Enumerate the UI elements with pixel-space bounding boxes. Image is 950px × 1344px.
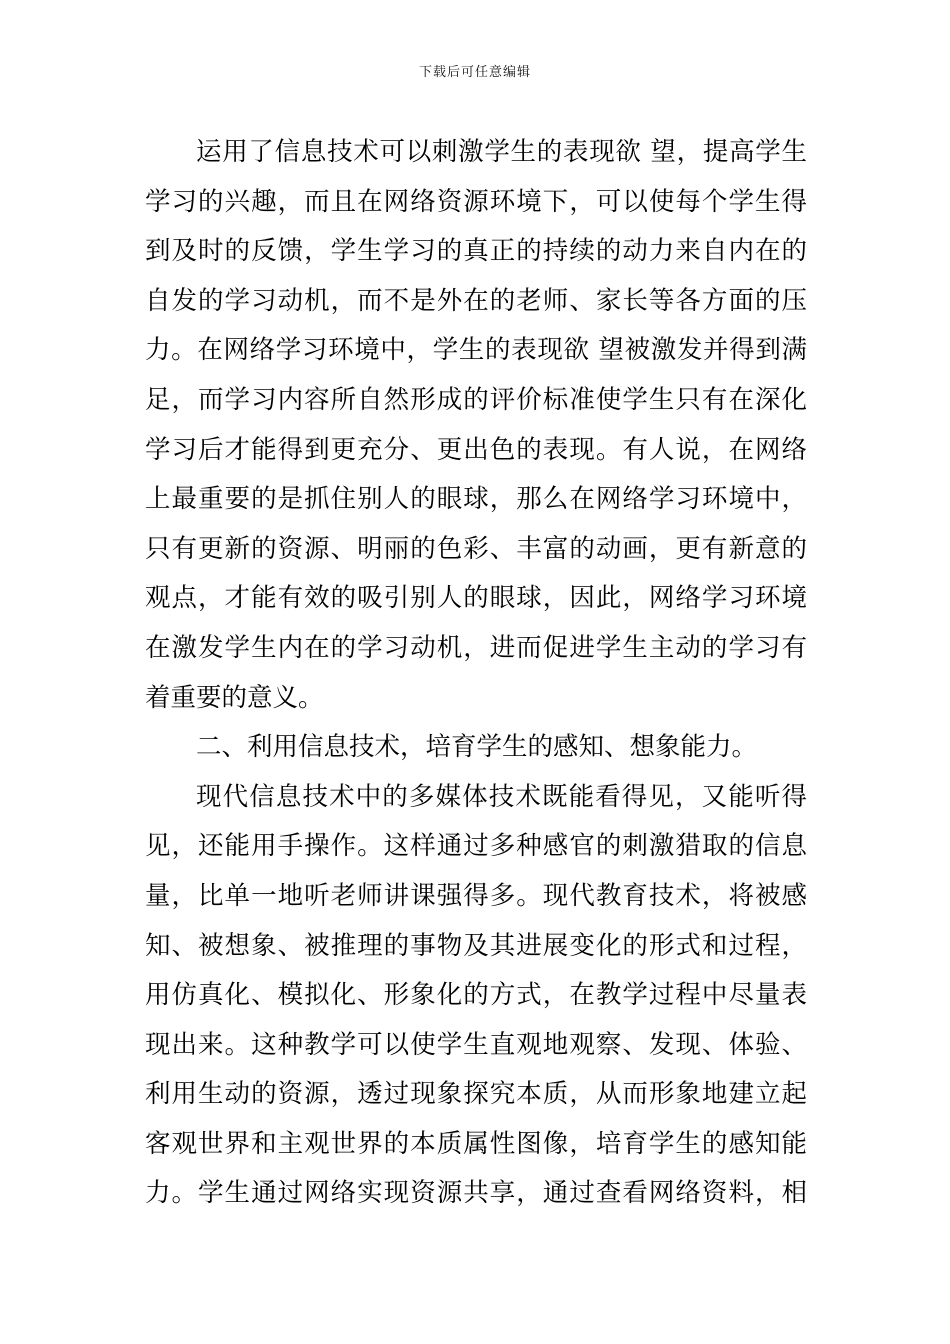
section-heading-2 (145, 723, 807, 773)
text-line: 现出来。这种教学可以使学生直观地观察、发现、体验、 (145, 1029, 807, 1060)
text-line: 学习的兴趣，而且在网络资源环境下，可以使每个学生得 (145, 186, 807, 217)
section-heading-line: 二、利用信息技术，培育学生的感知、想象能力。 (196, 732, 758, 763)
text-line: 量，比单一地听老师讲课强得多。现代教育技术，将被感 (145, 880, 807, 911)
text-line: 知、被想象、被推理的事物及其进展变化的形式和过程， (145, 930, 807, 961)
text-line: 力。学生通过网络实现资源共享，通过查看网络资料，相 (145, 1178, 807, 1209)
paragraph-motivation (145, 128, 807, 723)
text-line: 上最重要的是抓住别人的眼球，那么在网络学习环境中， (145, 484, 807, 515)
text-line: 运用了信息技术可以刺激学生的表现欲 望，提高学生 (196, 137, 807, 167)
document-body (145, 128, 807, 1219)
text-line: 利用生动的资源，透过现象探究本质，从而形象地建立起 (145, 1079, 807, 1110)
text-line: 现代信息技术中的多媒体技术既能看得见，又能听得 (196, 781, 807, 812)
text-line: 力。在网络学习环境中，学生的表现欲 望被激发并得到满 (145, 335, 807, 366)
text-line: 足，而学习内容所自然形成的评价标准使学生只有在深化 (145, 384, 807, 415)
text-line: 只有更新的资源、明丽的色彩、丰富的动画，更有新意的 (145, 533, 807, 564)
text-line: 自发的学习动机，而不是外在的老师、家长等各方面的压 (145, 285, 807, 316)
text-line: 见，还能用手操作。这样通过多种感官的刺激猎取的信息 (145, 831, 807, 862)
text-line: 着重要的意义。 (145, 682, 324, 713)
text-line: 客观世界和主观世界的本质属性图像，培育学生的感知能 (145, 1128, 807, 1159)
paragraph-perception (145, 773, 807, 1219)
text-line: 观点，才能有效的吸引别人的眼球，因此，网络学习环境 (145, 583, 807, 614)
text-line: 用仿真化、模拟化、形象化的方式，在教学过程中尽量表 (145, 980, 807, 1011)
text-line: 学习后才能得到更充分、更出色的表现。有人说，在网络 (145, 434, 807, 465)
page-header: 下载后可任意编辑 (418, 65, 531, 80)
text-line: 在激发学生内在的学习动机，进而促进学生主动的学习有 (145, 632, 807, 663)
text-line: 到及时的反馈，学生学习的真正的持续的动力来自内在的 (145, 236, 807, 267)
